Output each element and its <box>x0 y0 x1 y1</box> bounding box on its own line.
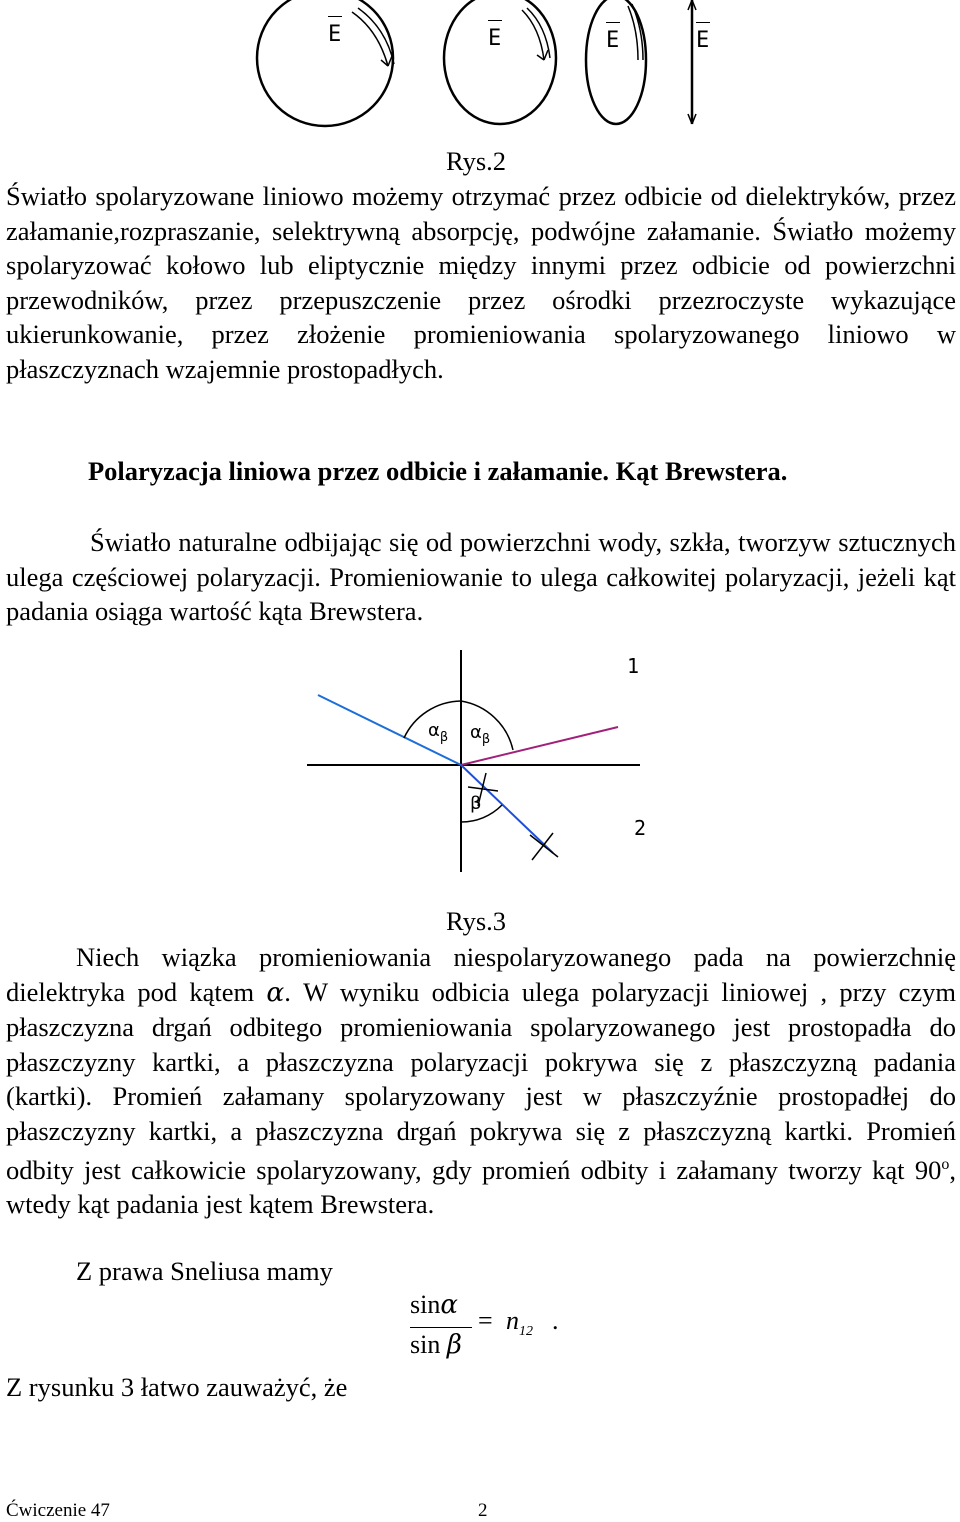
paragraph-brewster-explanation: Niech wiązka promieniowania niespolaryzowanego pada na powierzchnię dielektryka pod kątem α. W wyniku odbicia ulega polaryzacji liniowej , przy czym płaszczyzna drgań odbitego promieniowania spolaryzowanego jest prostopadła do płaszczyzny kartki, a płaszczyzna polaryzacji pokrywa się z płaszczyzną padania (kartki). Promień załamany spolaryzowany jest w płaszczyźnie prostopadłej do płaszczyzny kartki, a płaszczyzna drgań pokrywa się z płaszczyzną kartki. Promień odbity jest całkowicie spolaryzowany, gdy promień odbity i załamany tworzy kąt 90$^o$, wtedy kąt padania jest kątem Brewstera. <box>6 942 957 1220</box>
formula-denominator: sin β <box>410 1330 462 1360</box>
snell-formula <box>410 1290 570 1370</box>
paragraph-polarization-methods: Światło spolaryzowane liniowo możemy otrzymać przez odbicie od dielektryków, przez załamanie,rozpraszanie, selektrywną absorpcję, podwójne załamanie. Światło możemy spolaryzować kołowo lub eliptycznie między innymi przez odbicie od powierzchni przewodników, przez przepuszczenie przez ośrodki przezroczyste wykazujące ukierunkowanie, przez złożenie promieniowania spolaryzowanego liniowo w płaszczyznach wzajemnie prostopadłych. <box>6 181 956 384</box>
vector-arrow-3 <box>606 22 620 23</box>
reflection-angle-label: $\alpha_\beta$ <box>470 722 491 747</box>
formula-period: . <box>552 1306 559 1335</box>
reflected-ray-label: 1 <box>627 654 640 678</box>
figure-3-caption: Rys.3 <box>446 906 507 936</box>
vector-arrow-2 <box>488 20 502 21</box>
formula-numerator: sinα <box>410 1290 458 1320</box>
paragraph-brewster-intro: Światło naturalne odbijając się od powierzchni wody, szkła, tworzyw sztucznych ulega częściowej polaryzacji. Promieniowanie to ulega całkowitej polaryzacji, jeżeli kąt padania osiąga wartość kąta Brewstera. <box>6 527 956 626</box>
circular-polarization-1 <box>257 0 393 126</box>
refracted-ray-label: 2 <box>634 816 647 840</box>
refraction-angle-label: β <box>470 793 482 814</box>
snell-intro: Z prawa Sneliusa mamy <box>76 1256 333 1286</box>
vector-e-label-3: E <box>606 28 620 53</box>
footer-exercise-label: Ćwiczenie 47 <box>6 1500 110 1521</box>
fraction-bar <box>410 1327 472 1328</box>
conclusion-intro: Z rysunku 3 łatwo zauważyć, że <box>6 1372 348 1402</box>
section-heading: Polaryzacja liniowa przez odbicie i załamanie. Kąt Brewstera. <box>88 456 788 486</box>
incidence-angle-label: $\alpha_\beta$ <box>428 720 449 745</box>
vector-arrow-4 <box>696 22 710 23</box>
rotation-arrow-2 <box>522 10 544 60</box>
vector-e-label-1: E <box>328 22 342 47</box>
elliptical-polarization-2 <box>444 0 556 124</box>
formula-equals: = <box>478 1306 493 1335</box>
vector-e-label-4: E <box>696 28 710 53</box>
vector-arrow-1 <box>328 16 342 17</box>
footer-page-number: 2 <box>478 1500 488 1521</box>
degree-symbol: o <box>941 1156 950 1173</box>
vector-e-label-2: E <box>488 26 502 51</box>
formula-n: $n_{12}$ <box>506 1306 533 1339</box>
refraction-angle-arc <box>461 805 502 822</box>
figure-2-caption: Rys.2 <box>446 146 507 176</box>
brewster-diagram <box>300 650 660 880</box>
alpha-symbol: α <box>266 976 285 1008</box>
